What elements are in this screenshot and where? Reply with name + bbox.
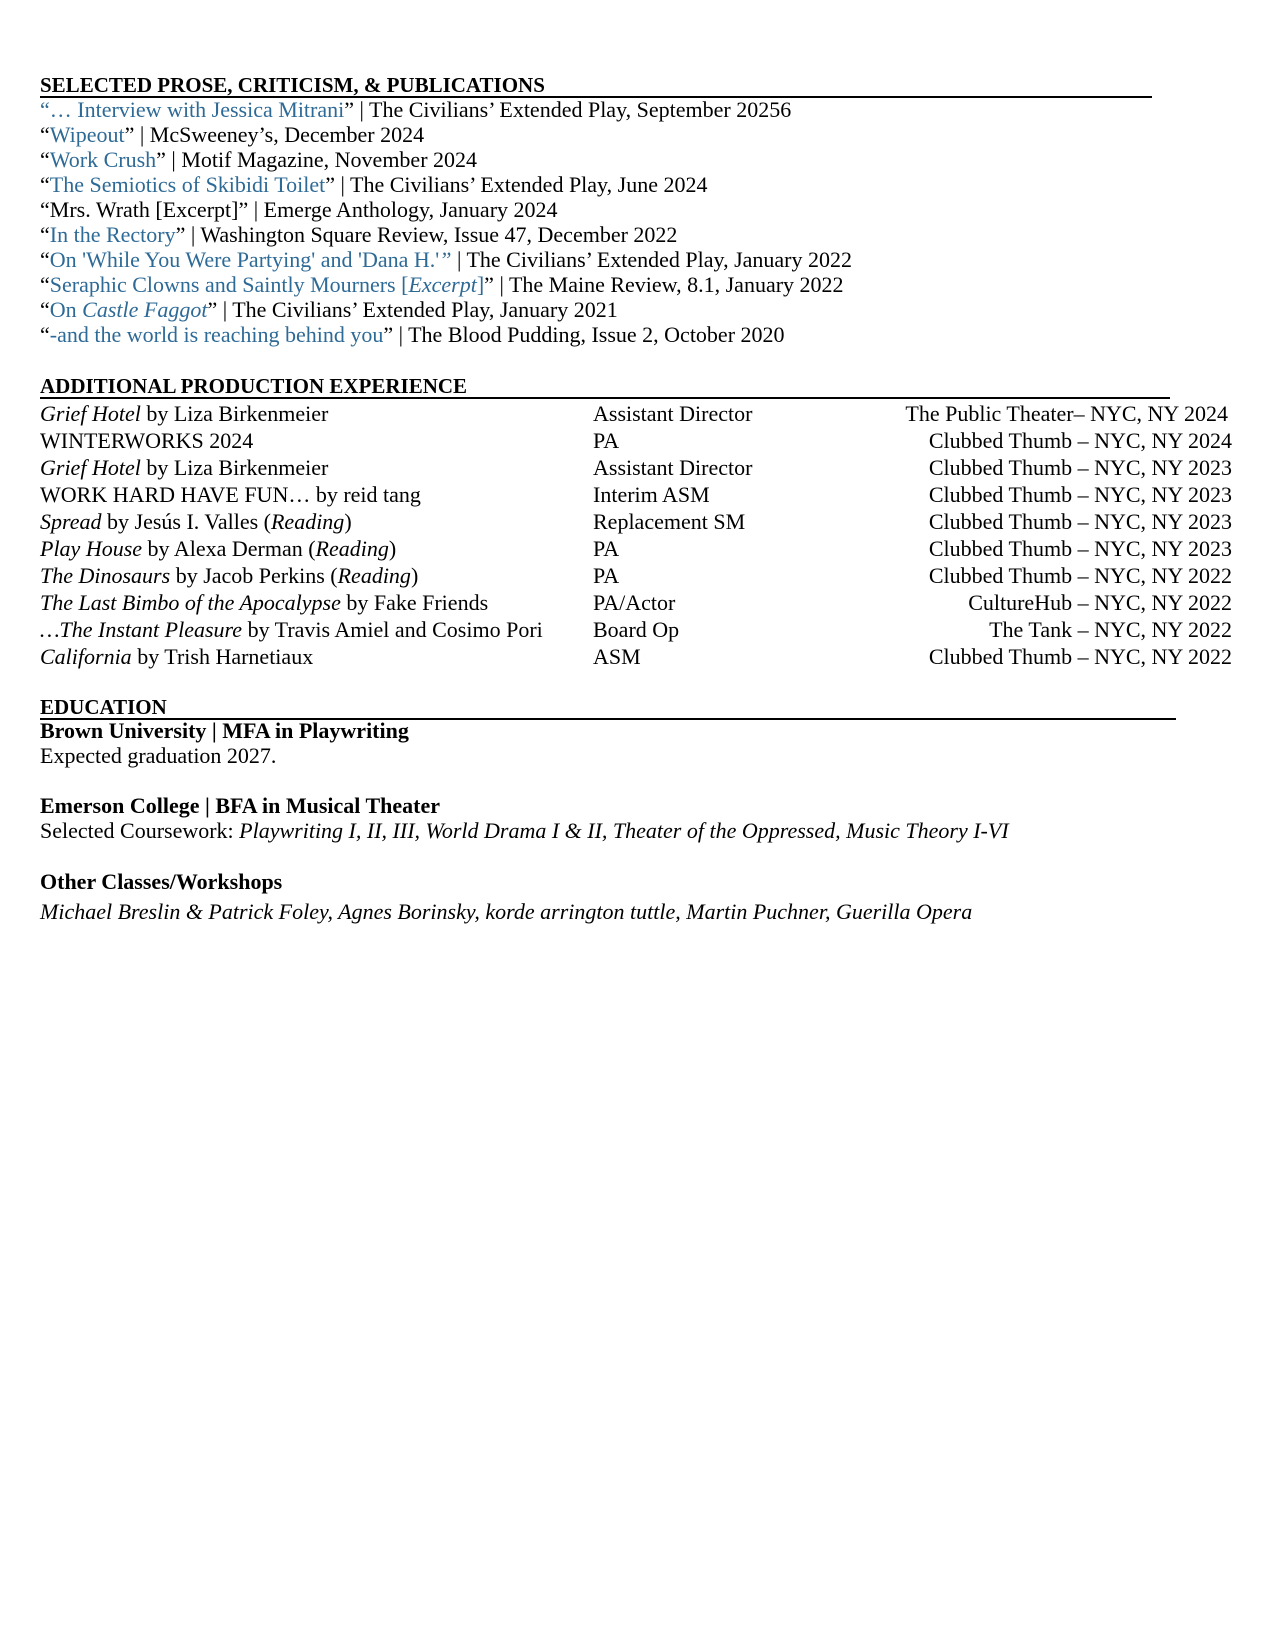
education-heading: EDUCATION [40, 696, 1176, 720]
production-row [40, 454, 1232, 481]
pub-item[interactable]: “The Semiotics of Skibidi Toilet” | The Civilians’ Extended Play, June 2024 [40, 172, 708, 197]
production-row [40, 562, 1232, 589]
role: Assistant Director [593, 455, 753, 480]
pub-item[interactable]: “On Castle Faggot” | The Civilians’ Extended Play, January 2021 [40, 297, 618, 322]
brown-note: Expected graduation 2027. [40, 743, 277, 768]
other-classes-title: Other Classes/Workshops [40, 869, 283, 894]
pub-item[interactable]: “Seraphic Clowns and Saintly Mourners [Excerpt]” | The Maine Review, 8.1, January 2022 [40, 272, 844, 297]
pub-item[interactable]: “-and the world is reaching behind you” | The Blood Pudding, Issue 2, October 2020 [40, 322, 785, 347]
venue: Clubbed Thumb – NYC, NY 2022 [928, 644, 1232, 669]
production-row [40, 643, 1232, 670]
show-title: The Dinosaurs by Jacob Perkins (Reading) [40, 563, 419, 588]
venue: Clubbed Thumb – NYC, NY 2023 [928, 455, 1232, 480]
pub-item[interactable]: “Wipeout” | McSweeney’s, December 2024 [40, 122, 425, 147]
production-row [40, 400, 1232, 427]
role: PA/Actor [593, 590, 676, 615]
pub-link[interactable]: On Castle Faggot [49, 297, 208, 322]
pub-item[interactable]: “On 'While You Were Partying' and 'Dana H.'” | The Civilians’ Extended Play, January 2022 [40, 247, 853, 272]
pub-item[interactable]: “… Interview with Jessica Mitrani” | The Civilians’ Extended Play, September 20256 [40, 97, 792, 122]
role: Assistant Director [593, 401, 753, 426]
brown-title: Brown University | MFA in Playwriting [40, 718, 409, 743]
role: Interim ASM [593, 482, 710, 507]
show-title: Spread by Jesús I. Valles (Reading) [40, 509, 352, 534]
venue: CultureHub – NYC, NY 2022 [968, 590, 1232, 615]
role: PA [593, 563, 620, 588]
venue: Clubbed Thumb – NYC, NY 2023 [928, 509, 1232, 534]
role: PA [593, 536, 620, 561]
emerson-title: Emerson College | BFA in Musical Theater [40, 793, 440, 818]
production-row [40, 589, 1232, 616]
show-title: California by Trish Harnetiaux [40, 644, 314, 669]
venue: Clubbed Thumb – NYC, NY 2023 [928, 536, 1232, 561]
production-row [40, 535, 1232, 562]
pub-link[interactable]: Wipeout [49, 122, 125, 147]
venue: Clubbed Thumb – NYC, NY 2023 [928, 482, 1232, 507]
role: Replacement SM [593, 509, 746, 534]
venue: Clubbed Thumb – NYC, NY 2024 [928, 428, 1232, 453]
role: Board Op [593, 617, 680, 642]
other-classes-list: Michael Breslin & Patrick Foley, Agnes Borinsky, korde arrington tuttle, Martin Puchner, Guerilla Opera [40, 899, 973, 924]
emerson-coursework: Selected Coursework: Playwriting I, II, III, World Drama I & II, Theater of the Oppressed, Music Theory I-VI [40, 818, 1009, 843]
role: ASM [593, 644, 641, 669]
pub-link[interactable]: The Semiotics of Skibidi Toilet [49, 172, 326, 197]
publications-heading: SELECTED PROSE, CRITICISM, & PUBLICATIONS [40, 74, 1152, 98]
pub-link[interactable]: Work Crush [49, 147, 157, 172]
pub-link[interactable]: … Interview with Jessica Mitrani [49, 97, 345, 122]
venue: Clubbed Thumb – NYC, NY 2022 [928, 563, 1232, 588]
show-title: WORK HARD HAVE FUN… by reid tang [40, 482, 421, 507]
show-title: The Last Bimbo of the Apocalypse by Fake Friends [40, 590, 489, 615]
role: PA [593, 428, 620, 453]
show-title: Grief Hotel by Liza Birkenmeier [40, 455, 329, 480]
pub-link[interactable]: In the Rectory [49, 222, 176, 247]
show-title: Play House by Alexa Derman (Reading) [40, 536, 397, 561]
show-title: WINTERWORKS 2024 [40, 428, 254, 453]
venue: The Tank – NYC, NY 2022 [989, 617, 1232, 642]
show-title: …The Instant Pleasure by Travis Amiel and Cosimo Pori [40, 617, 543, 642]
pub-link[interactable]: -and the world is reaching behind you [49, 322, 384, 347]
pub-item[interactable]: “In the Rectory” | Washington Square Review, Issue 47, December 2022 [40, 222, 678, 247]
pub-link[interactable]: On 'While You Were Partying' and 'Dana H.' [49, 247, 440, 272]
venue: The Public Theater– NYC, NY 2024 [905, 401, 1228, 426]
pub-link[interactable]: Seraphic Clowns and Saintly Mourners [Excerpt] [49, 272, 485, 297]
production-row [40, 481, 1232, 508]
production-heading: ADDITIONAL PRODUCTION EXPERIENCE [40, 375, 1170, 399]
pub-item: “Mrs. Wrath [Excerpt]” | Emerge Anthology, January 2024 [40, 197, 558, 222]
production-row [40, 427, 1232, 454]
pub-item[interactable]: “Work Crush” | Motif Magazine, November 2024 [40, 147, 478, 172]
production-row [40, 508, 1232, 535]
production-row [40, 616, 1232, 643]
show-title: Grief Hotel by Liza Birkenmeier [40, 401, 329, 426]
